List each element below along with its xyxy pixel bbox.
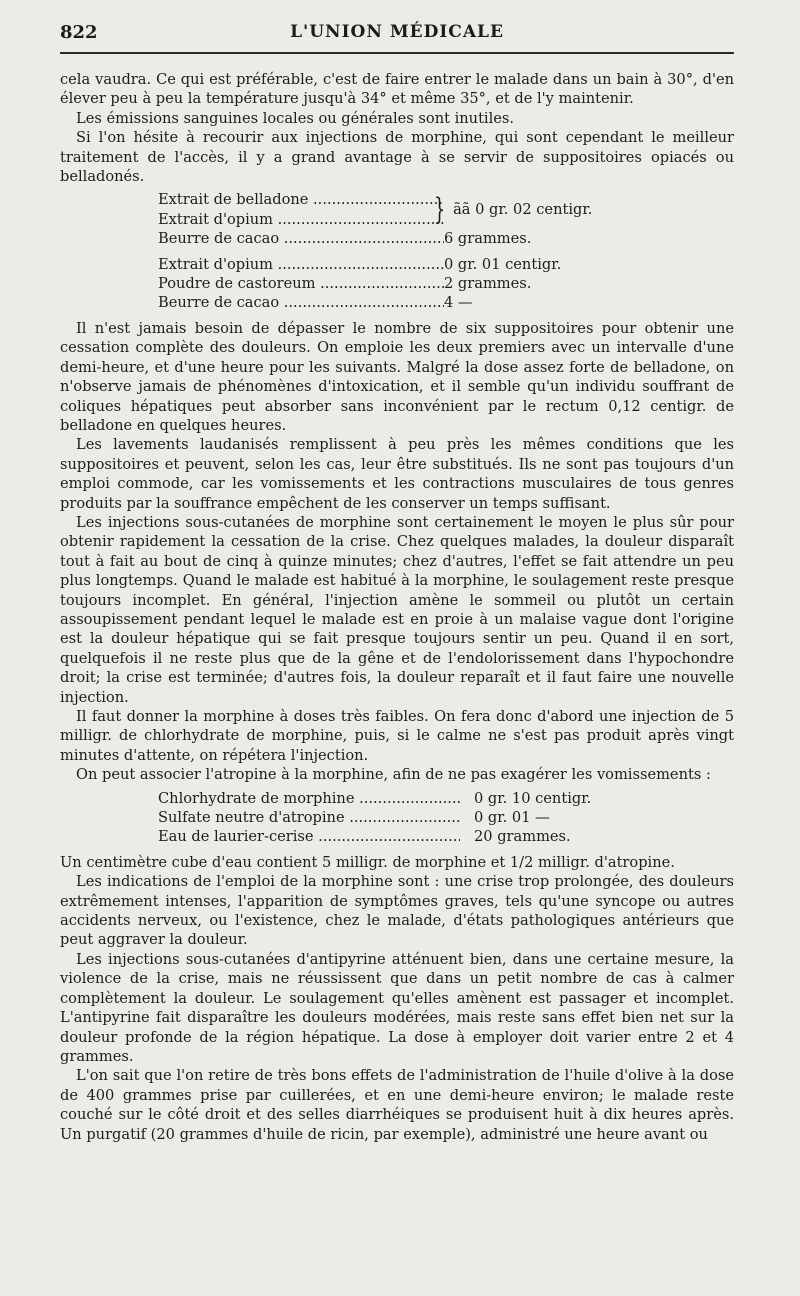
ingredient-quantity: 6 grammes. bbox=[444, 230, 532, 248]
paragraph: On peut associer l'atropine à la morphine, afin de ne pas exagérer les vomissements : bbox=[76, 766, 711, 784]
ingredient-name: Extrait de belladone ..... bbox=[158, 190, 444, 209]
ingredient-name: Chlorhydrate de morphine ..... bbox=[158, 789, 460, 808]
ingredient-name: Sulfate neutre d'atropine ..... bbox=[158, 808, 460, 827]
ingredient-quantity: 0 gr. 10 centigr. bbox=[474, 789, 592, 807]
prescription-1 bbox=[158, 190, 734, 248]
header-rule bbox=[60, 52, 734, 54]
ingredient-quantity: 0 gr. 01 centigr. bbox=[444, 255, 562, 273]
ingredient-name: Eau de laurier-cerise ..... bbox=[158, 827, 460, 846]
ingredient-name: Beurre de cacao ..... bbox=[158, 229, 444, 248]
prescription-row bbox=[158, 293, 734, 312]
paragraph: Un centimètre cube d'eau contient 5 milligr. de morphine et 1/2 milligr. d'atropine. bbox=[60, 853, 675, 871]
prescription-row bbox=[158, 789, 734, 808]
paragraph: Les injections sous-cutanées de morphine sont certainement le moyen le plus sûr pour obtenir rapidement la cessation de la crise. Chez quelques malades, la douleur disparaît tout à fait au bout de cinq à quinze minutes; chez d'autres, l'effet se fait attendre un peu plus longtemps. Quand le malade est habitué à la morphine, le soulagement reste presque toujours incomplet. En général, l'injection amène le sommeil ou plutôt un certain assoupissement pendant lequel le malade est en proie à un malaise vague dont l'origine est la douleur hépatique qui se fait presque toujours sentir un peu. Quand il en sort, quelquefois il ne reste plus que de la gêne et de l'endolorissement dans l'hypochondre droit; la crise est terminée; d'autres fois, la douleur reparaît et il faut faire une nouvelle injection. bbox=[60, 513, 734, 706]
ingredient-quantity: 0 gr. 01 — bbox=[474, 809, 550, 827]
ingredient-name: Extrait d'opium ..... bbox=[158, 210, 444, 229]
prescription-2 bbox=[158, 255, 734, 313]
paragraph: Les indications de l'emploi de la morphine sont : une crise trop prolongée, des douleurs extrêmement intenses, l'apparition de symptômes graves, tels qu'une syncope ou autres accidents nerveux, ou l'existence, chez le malade, d'états pathologiques antérieurs que peut aggraver la douleur. bbox=[60, 873, 734, 949]
paragraph: Il n'est jamais besoin de dépasser le nombre de six suppositoires pour obtenir une cessation complète des douleurs. On emploie les deux premiers avec un intervalle d'une demi-heure, et d'une heure pour les suivants. Malgré la dose assez forte de belladone, on n'observe jamais de phénomènes d'intoxication, et il semble qu'un individu souffrant de coliques hépatiques peut absorber sans inconvénient par le rectum 0,12 centigr. de belladone en quelques heures. bbox=[60, 319, 734, 434]
ingredient-quantity: 20 grammes. bbox=[474, 828, 571, 846]
page-header bbox=[60, 20, 734, 52]
prescription-row bbox=[158, 229, 734, 248]
paragraph: Les émissions sanguines locales ou générales sont inutiles. bbox=[76, 109, 515, 127]
ingredient-quantity: 2 grammes. bbox=[444, 275, 532, 293]
paragraph: Les injections sous-cutanées d'antipyrine atténuent bien, dans une certaine mesure, la violence de la crise, mais ne réussissent que dans un petit nombre de cas à calmer complètement la douleur. Le soulagement qu'elles amènent est passager et incomplet. L'antipyrine fait disparaître les douleurs modérées, mais reste sans effet bien net sur la douleur profonde de la région hépatique. La dose à employer doit varier entre 2 et 4 grammes. bbox=[60, 950, 734, 1065]
prescription-group bbox=[158, 190, 734, 229]
prescription-3 bbox=[158, 789, 734, 847]
prescription-row bbox=[158, 827, 734, 846]
prescription-row bbox=[158, 808, 734, 827]
ingredient-name: Beurre de cacao ..... bbox=[158, 293, 444, 312]
paragraph: Si l'on hésite à recourir aux injections de morphine, qui sont cependant le meilleur traitement de l'accès, il y a grand avantage à se servir de suppositoires opiacés ou belladonés. bbox=[60, 129, 734, 186]
brace-symbol: } bbox=[433, 191, 446, 227]
paragraph: Il faut donner la morphine à doses très faibles. On fera donc d'abord une injection de 5 milligr. de chlorhydrate de morphine, puis, si le calme ne s'est pas produit après vingt minutes d'attente, on répétera l'injection. bbox=[60, 708, 734, 764]
ingredient-name: Poudre de castoreum ..... bbox=[158, 274, 444, 293]
paragraph: Les lavements laudanisés remplissent à peu près les mêmes conditions que les suppositoires et peuvent, selon les cas, leur être substitués. Ils ne sont pas toujours d'un emploi commode, car les vomissements et les contractions musculaires de tous genres produits par la souffrance empêchent de les conserver un temps suffisant. bbox=[60, 436, 734, 512]
ingredient-quantity: ãã 0 gr. 02 centigr. bbox=[453, 201, 593, 219]
running-title: L'UNION MÉDICALE bbox=[290, 22, 504, 42]
paragraph: L'on sait que l'on retire de très bons effets de l'administration de l'huile d'olive à la dose de 400 grammes prise par cuillerées, et en une demi-heure environ; le malade reste couché sur le côté droit et des selles diarrhéiques se produisent huit à dix heures après. Un purgatif (20 grammes d'huile de ricin, par exemple), administré une heure avant ou bbox=[60, 1067, 734, 1143]
prescription-row bbox=[158, 274, 734, 293]
prescription-row bbox=[158, 255, 734, 274]
page-number: 822 bbox=[60, 22, 98, 43]
body-text bbox=[60, 70, 734, 1144]
paragraph: cela vaudra. Ce qui est préférable, c'est de faire entrer le malade dans un bain à 30°, d'en élever peu à peu la température jusqu'à 34° et même 35°, et de l'y maintenir. bbox=[60, 71, 734, 108]
ingredient-name: Extrait d'opium ..... bbox=[158, 255, 444, 274]
ingredient-quantity: 4 — bbox=[444, 294, 473, 312]
